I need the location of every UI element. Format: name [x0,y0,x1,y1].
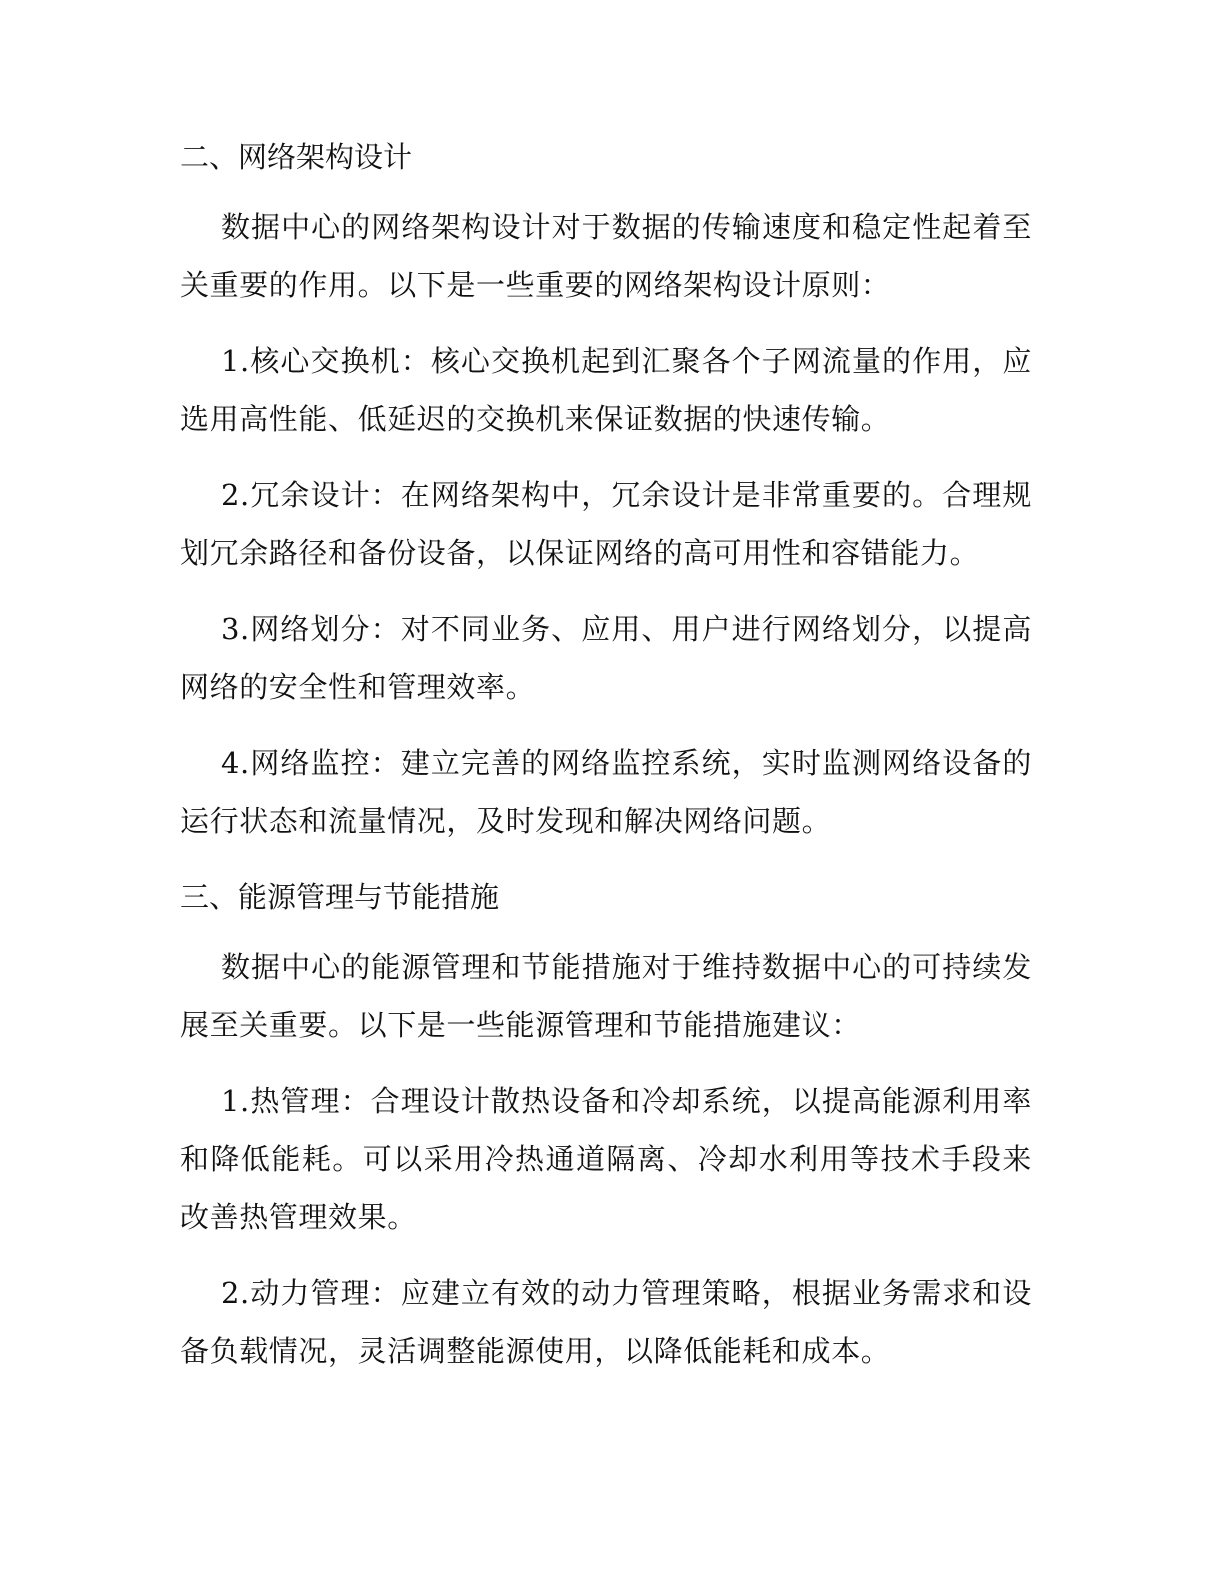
paragraph-redundancy: 2.冗余设计：在网络架构中，冗余设计是非常重要的。合理规划冗余路径和备份设备，以保证网络的高可用性和容错能力。 [180,478,1032,570]
paragraph-network-partition: 3.网络划分：对不同业务、应用、用户进行网络划分，以提高网络的安全性和管理效率。 [180,612,1032,704]
paragraph-thermal-management: 1.热管理：合理设计散热设备和冷却系统，以提高能源利用率和降低能耗。可以采用冷热通道隔离、冷却水利用等技术手段来改善热管理效果。 [180,1084,1032,1234]
document-page [180,128,1032,1398]
section-heading-network: 二、网络架构设计 [180,140,413,174]
section-heading-energy: 三、能源管理与节能措施 [180,880,500,914]
paragraph-network-monitoring: 4.网络监控：建立完善的网络监控系统，实时监测网络设备的运行状态和流量情况，及时发现和解决网络问题。 [180,746,1032,838]
paragraph-power-management: 2.动力管理：应建立有效的动力管理策略，根据业务需求和设备负载情况，灵活调整能源使用，以降低能耗和成本。 [180,1276,1032,1368]
paragraph-energy-intro: 数据中心的能源管理和节能措施对于维持数据中心的可持续发展至关重要。以下是一些能源管理和节能措施建议： [180,950,1032,1042]
paragraph-network-intro: 数据中心的网络架构设计对于数据的传输速度和稳定性起着至关重要的作用。以下是一些重要的网络架构设计原则： [180,210,1032,302]
paragraph-core-switch: 1.核心交换机：核心交换机起到汇聚各个子网流量的作用，应选用高性能、低延迟的交换机来保证数据的快速传输。 [180,344,1032,436]
